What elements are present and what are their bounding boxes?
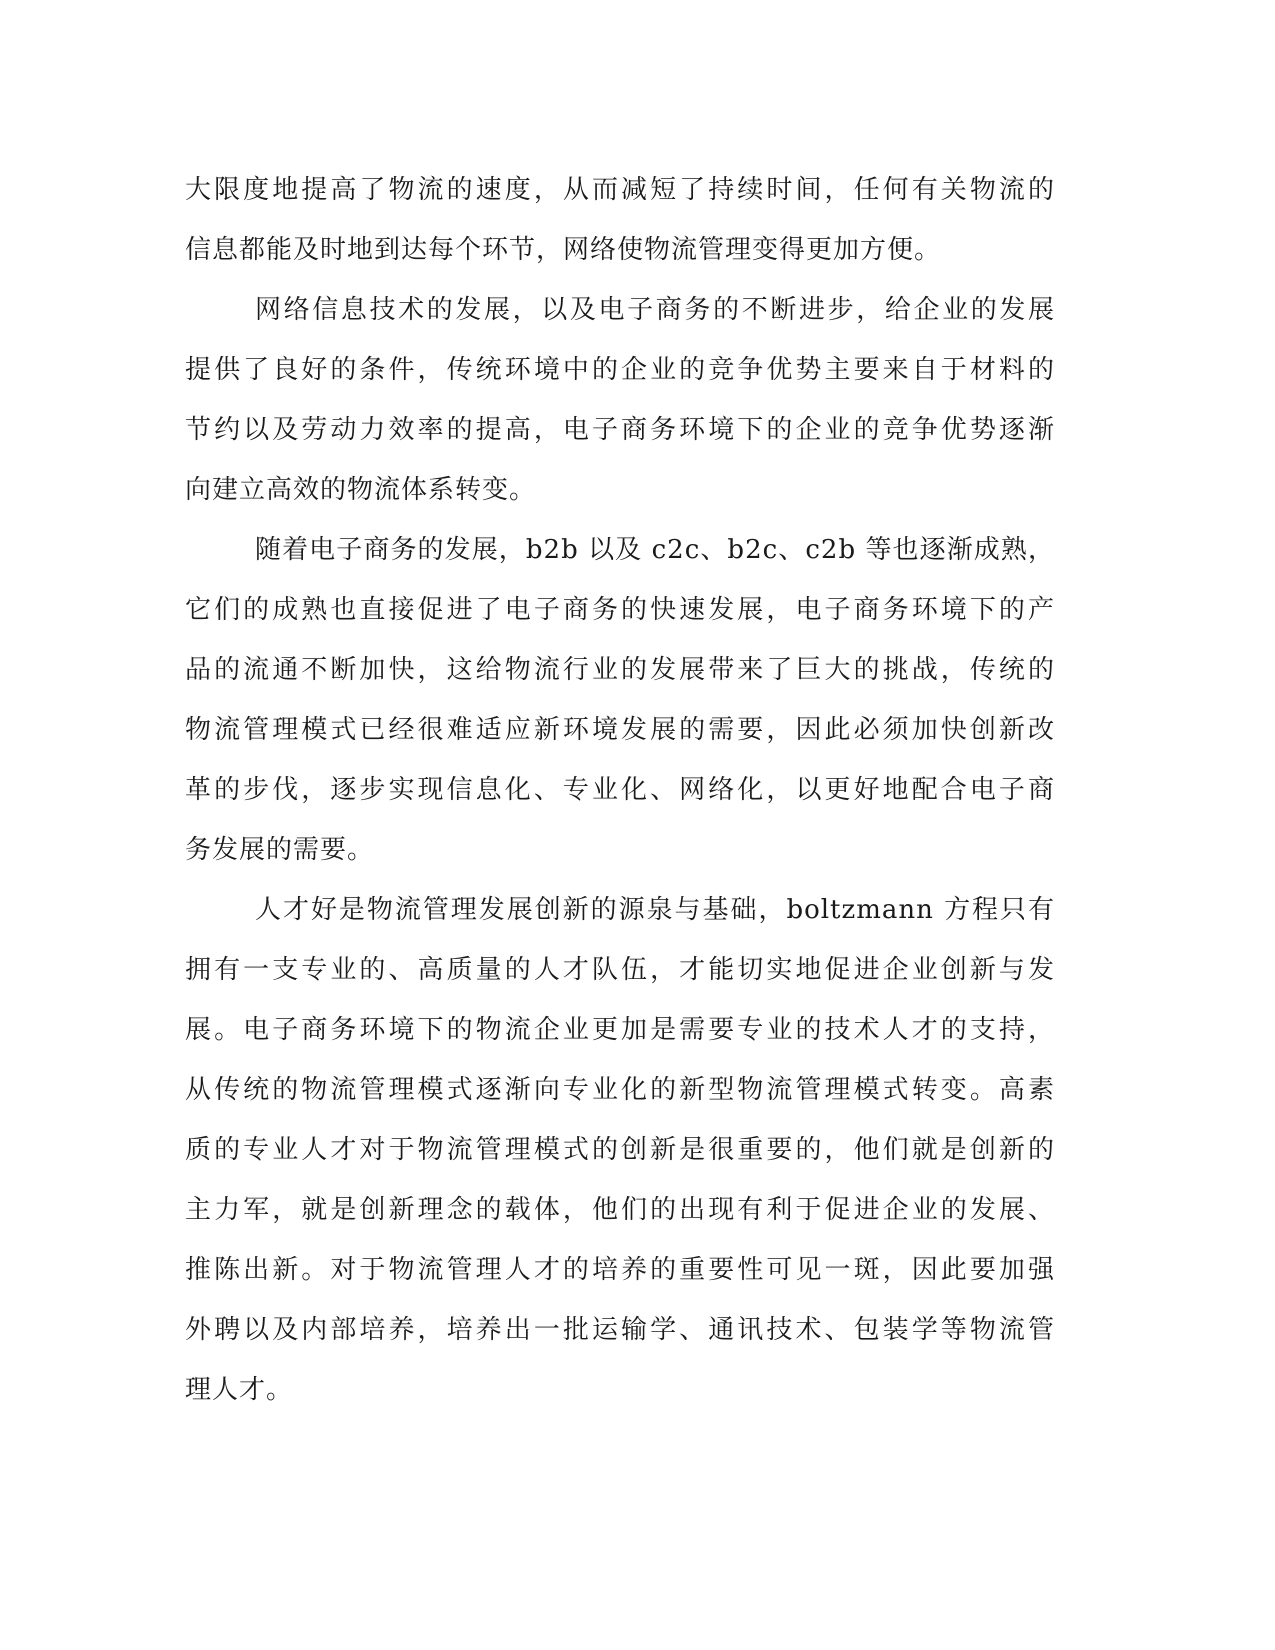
text-line: 随着电子商务的发展，b2b 以及 c2c、b2c、c2b 等也逐渐成熟， xyxy=(255,535,1055,565)
text-line: 信息都能及时地到达每个环节，网络使物流管理变得更加方便。 xyxy=(185,235,942,265)
paragraph-4 xyxy=(185,880,1055,1420)
text-line: 网络信息技术的发展，以及电子商务的不断进步，给企业的发展 xyxy=(255,295,1055,325)
text-line: 向建立高效的物流体系转变。 xyxy=(185,475,537,505)
text-line: 展。电子商务环境下的物流企业更加是需要专业的技术人才的支持， xyxy=(185,1015,1055,1045)
text-line: 从传统的物流管理模式逐渐向专业化的新型物流管理模式转变。高素 xyxy=(185,1075,1055,1105)
text-line: 物流管理模式已经很难适应新环境发展的需要，因此必须加快创新改 xyxy=(185,715,1055,745)
text-line: 节约以及劳动力效率的提高，电子商务环境下的企业的竞争优势逐渐 xyxy=(185,415,1055,445)
paragraph-2 xyxy=(185,280,1055,520)
text-line: 拥有一支专业的、高质量的人才队伍，才能切实地促进企业创新与发 xyxy=(185,955,1055,985)
text-line: 理人才。 xyxy=(185,1375,294,1405)
text-line: 质的专业人才对于物流管理模式的创新是很重要的，他们就是创新的 xyxy=(185,1135,1055,1165)
paragraph-3 xyxy=(185,520,1055,880)
text-line: 主力军，就是创新理念的载体，他们的出现有利于促进企业的发展、 xyxy=(185,1195,1055,1225)
paragraph-1 xyxy=(185,160,1055,280)
text-line: 革的步伐，逐步实现信息化、专业化、网络化，以更好地配合电子商 xyxy=(185,775,1055,805)
text-line: 大限度地提高了物流的速度，从而减短了持续时间，任何有关物流的 xyxy=(185,175,1055,205)
text-line: 品的流通不断加快，这给物流行业的发展带来了巨大的挑战，传统的 xyxy=(185,655,1055,685)
text-line: 务发展的需要。 xyxy=(185,835,375,865)
text-line: 人才好是物流管理发展创新的源泉与基础，boltzmann 方程只有 xyxy=(255,895,1055,925)
document-body xyxy=(185,160,1055,1420)
text-line: 提供了良好的条件，传统环境中的企业的竞争优势主要来自于材料的 xyxy=(185,355,1055,385)
text-line: 外聘以及内部培养，培养出一批运输学、通讯技术、包装学等物流管 xyxy=(185,1315,1055,1345)
text-line: 推陈出新。对于物流管理人才的培养的重要性可见一斑，因此要加强 xyxy=(185,1255,1055,1285)
text-line: 它们的成熟也直接促进了电子商务的快速发展，电子商务环境下的产 xyxy=(185,595,1055,625)
